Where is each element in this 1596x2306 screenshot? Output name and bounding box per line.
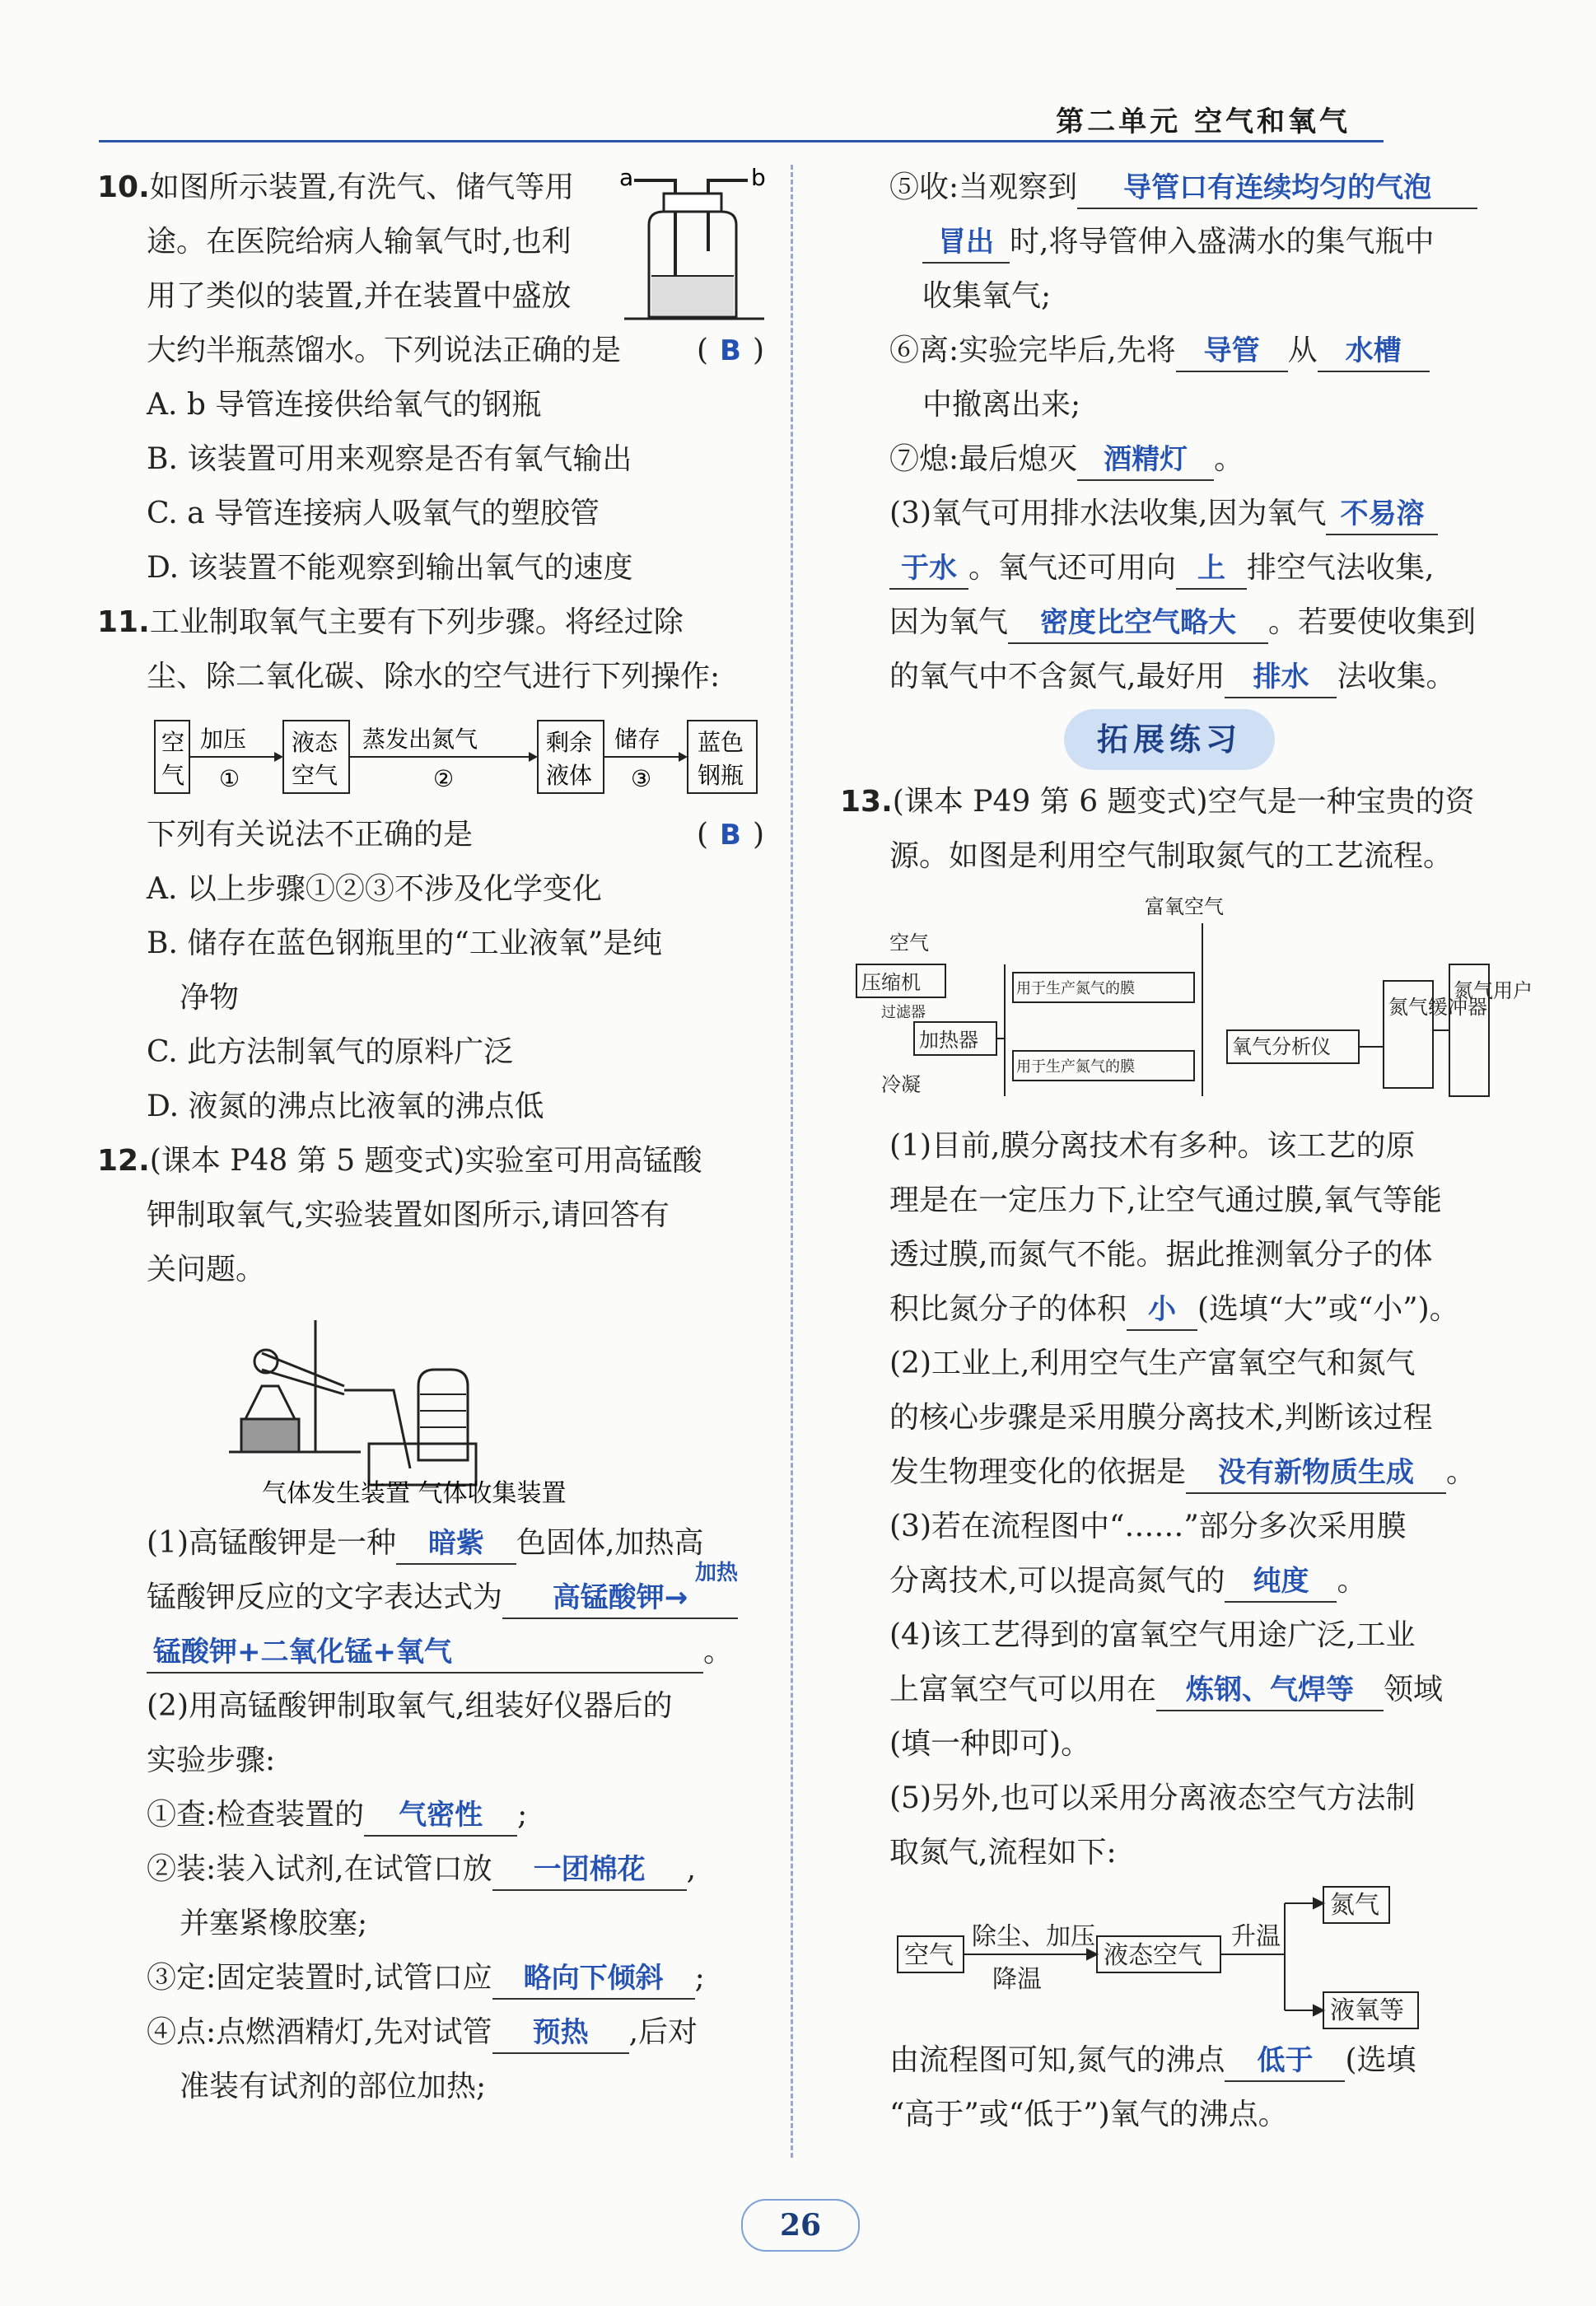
q11-line1: 工业制取氧气主要有下列步骤。将经过除 — [149, 605, 684, 639]
q11-line2: 尘、除二氧化碳、除水的空气进行下列操作: — [147, 660, 721, 693]
flow-remaining-2: 液体 — [546, 762, 593, 789]
step5-cont2: 收集氧气; — [922, 279, 1052, 313]
flow-step2: ② — [433, 765, 455, 792]
q10-option-b: B. 该装置可用来观察是否有氧气输出 — [147, 442, 632, 476]
fig-heater: 加热器 — [919, 1029, 978, 1052]
q13-p3b: 分离技术,可以提高氮气的 — [889, 1564, 1225, 1598]
q13-p4a: (4)该工艺得到的富氧空气用途广泛,工业 — [889, 1618, 1416, 1652]
column-divider — [791, 165, 793, 2158]
flow-liquid-air-1: 液态 — [292, 729, 338, 756]
q13-p5c: 由流程图可知,氮气的沸点 — [889, 2043, 1225, 2077]
q10-option-d: D. 该装置不能观察到输出氧气的速度 — [147, 551, 633, 585]
q11-answer: B — [720, 819, 741, 852]
answer-smaller: 小 — [1148, 1293, 1177, 1326]
header-rule — [99, 140, 1384, 142]
flow-remaining-1: 剩余 — [546, 729, 593, 756]
q10-option-c: C. a 导管连接病人吸氧气的塑胶管 — [147, 497, 600, 530]
section-banner — [840, 709, 1499, 770]
answer-emerge: 冒出 — [938, 226, 994, 259]
flow2-liquid-air: 液态空气 — [1104, 1941, 1202, 1970]
step4-text: ④点:点燃酒精灯,先对试管 — [147, 2015, 492, 2049]
answer-bubbles: 导管口有连续均匀的气泡 — [1123, 171, 1432, 204]
q13-process-figure — [840, 890, 1533, 1113]
answer-products: 锰酸钾+二氧化锰+氧气 — [153, 1636, 452, 1669]
flow2-dust-pressure: 除尘、加压 — [972, 1922, 1095, 1951]
q12-apparatus-figure — [97, 1304, 764, 1510]
q11-stem: 下列有关说法不正确的是 — [147, 818, 474, 852]
step3-text: ③定:固定装置时,试管口应 — [147, 1961, 492, 1995]
q13-number: 13. — [840, 785, 893, 819]
answer-tilt-down: 略向下倾斜 — [523, 1962, 664, 1995]
step2-text: ②装:装入试剂,在试管口放 — [147, 1852, 492, 1886]
flow-step3: ③ — [631, 765, 652, 792]
flow-air-2: 气 — [161, 762, 185, 789]
q12-p3c: 排空气法收集, — [1247, 551, 1435, 585]
step1-end: ; — [517, 1798, 528, 1832]
q12-p2a: (2)用高锰酸钾制取氧气,组装好仪器后的 — [147, 1689, 673, 1723]
page-number: 26 — [741, 2199, 860, 2252]
fig-n2-user: 氮气用户 — [1454, 979, 1533, 1002]
answer-steelmaking: 炼钢、气焊等 — [1186, 1673, 1355, 1706]
step6-text: ⑥离:实验完毕后,先将 — [889, 334, 1176, 367]
left-column — [97, 161, 764, 2114]
q10-line3: 用了类似的装置,并在装置中盛放 — [147, 279, 572, 313]
q11-option-b: B. 储存在蓝色钢瓶里的“工业液氧”是纯 — [147, 927, 663, 960]
step2-cont: 并塞紧橡胶塞; — [180, 1907, 368, 1940]
answer-cotton: 一团棉花 — [533, 1853, 646, 1886]
answer-preheat: 预热 — [532, 2016, 589, 2049]
q12-p3f: 的氧气中不含氮气,最好用 — [889, 660, 1225, 693]
q12-line2: 钾制取氧气,实验装置如图所示,请回答有 — [147, 1198, 670, 1232]
step6-cont: 中撤离出来; — [922, 388, 1081, 422]
q13-p2a: (2)工业上,利用空气生产富氧空气和氮气 — [889, 1347, 1416, 1380]
flow2-liquid-oxygen: 液氧等 — [1330, 1996, 1404, 2025]
q13-p5d: (选填 — [1345, 2043, 1416, 2077]
fig-compressor: 压缩机 — [861, 971, 921, 994]
flow-blue-cyl-2: 钢瓶 — [698, 762, 744, 789]
fig-analyzer: 氧气分析仪 — [1232, 1035, 1331, 1058]
q11-option-b-cont: 净物 — [180, 981, 240, 1015]
question-12: 12.(课本 P48 第 5 题变式)实验室可用高锰酸 钾制取氧气,实验装置如图所示,请回答有 关问题。 气体发生装置 气体收集装置 (1)高锰酸钾是一种 暗紫 色固体,加热高 锰酸钾反应的文字表达式为 高锰酸钾 加热 → 锰酸钾+二氧化锰+氧气 。 (2)用高锰酸钾制取氧气,组装好仪器后的 实验步骤: ①查:检查装置的 气密性 ; ②装:装入试剂,在试管口放 一团棉花 , 并塞紧橡胶塞; ③定:固定装置时,试管口应 略向下倾斜 ; ④点:点燃酒精灯,先对试管 预热 ,后对 准装有试剂的部位加热; — [97, 1134, 764, 2114]
q11-option-d: D. 液氮的沸点比液氧的沸点低 — [147, 1090, 544, 1123]
flow2-air: 空气 — [904, 1941, 954, 1970]
question-11 — [97, 595, 764, 1134]
question-13 — [840, 775, 1533, 2142]
q13-p3c: 。 — [1337, 1564, 1367, 1598]
q10-line1: 如图所示装置,有洗气、储气等用 — [149, 170, 575, 204]
q13-p2d: 。 — [1446, 1455, 1477, 1489]
q13-line2: 源。如图是利用空气制取氮气的工艺流程。 — [889, 839, 1454, 873]
q13-p5a: (5)另外,也可以采用分离液态空气方法制 — [889, 1781, 1416, 1815]
fig-membrane-2: 用于生产氮气的膜 — [1016, 1058, 1135, 1076]
step2-end: , — [686, 1852, 697, 1886]
q13-liquid-air-flow — [840, 1887, 1499, 2027]
step5-cont: 时,将导管伸入盛满水的集气瓶中 — [1010, 225, 1435, 259]
label-b: b — [751, 164, 766, 191]
flow-liquid-air-2: 空气 — [292, 762, 338, 789]
flow-step1: ① — [219, 765, 240, 792]
fig-condense: 冷凝 — [881, 1073, 921, 1096]
q11-flowchart — [97, 711, 764, 801]
q11-answer-bracket: ( B ) — [696, 818, 764, 852]
q10-number: 10. — [97, 170, 150, 204]
answer-water-trough: 水槽 — [1345, 334, 1402, 367]
page-header — [99, 74, 1482, 148]
q13-p1b: 理是在一定压力下,让空气通过膜,氧气等能 — [889, 1183, 1442, 1217]
q12-p1b: 色固体,加热高 — [516, 1526, 704, 1560]
nitrogen-process-svg — [840, 890, 1533, 1113]
answer-insoluble: 不易溶 — [1340, 497, 1425, 530]
q13-p1d: 积比氮分子的体积 — [889, 1292, 1127, 1326]
q12-p1c: 锰酸钾反应的文字表达式为 — [147, 1580, 503, 1614]
flow-store: 储存 — [614, 726, 661, 753]
answer-tube: 导管 — [1203, 334, 1260, 367]
step1-text: ①查:检查装置的 — [147, 1798, 365, 1832]
fig-membrane-1: 用于生产氮气的膜 — [1016, 980, 1135, 997]
q12-line3: 关问题。 — [147, 1253, 266, 1286]
step4-cont: 准装有试剂的部位加热; — [180, 2070, 487, 2103]
step7-end: 。 — [1214, 442, 1244, 476]
answer-purity: 纯度 — [1253, 1565, 1309, 1598]
q10-line4: 大约半瓶蒸馏水。下列说法正确的是 — [147, 334, 622, 367]
flow2-warm: 升温 — [1231, 1922, 1281, 1951]
q11-option-c: C. 此方法制氧气的原料广泛 — [147, 1035, 514, 1069]
step7-text: ⑦熄:最后熄灭 — [889, 442, 1078, 476]
q12-p3d: 因为氧气 — [889, 605, 1009, 639]
flow2-cool: 降温 — [992, 1965, 1042, 1994]
answer-water-displacement: 排水 — [1253, 661, 1309, 693]
q10-answer: B — [720, 334, 741, 367]
question-10 — [97, 161, 764, 595]
step3-end: ; — [694, 1961, 705, 1995]
q10-answer-bracket: ( B ) — [696, 334, 764, 367]
q10-line2: 途。在医院给病人输氧气时,也利 — [147, 225, 572, 259]
q13-p4b: 上富氧空气可以用在 — [889, 1673, 1157, 1706]
flow2-nitrogen: 氮气 — [1330, 1891, 1379, 1920]
answer-airtightness: 气密性 — [399, 1799, 483, 1832]
apparatus-caption: 气体发生装置 气体收集装置 — [262, 1479, 567, 1508]
q12-p2b: 实验步骤: — [147, 1744, 276, 1777]
fig-rich-o2: 富氧空气 — [1145, 895, 1224, 918]
q13-p3a: (3)若在流程图中“……”部分多次采用膜 — [889, 1510, 1407, 1543]
q12-p1-end: 。 — [703, 1635, 734, 1669]
q12-p3a: (3)氧气可用排水法收集,因为氧气 — [889, 497, 1327, 530]
answer-density: 密度比空气略大 — [1040, 606, 1237, 639]
right-column — [840, 161, 1533, 2142]
q11-number: 11. — [97, 605, 150, 639]
q11-option-a: A. 以上步骤①②③不涉及化学变化 — [147, 872, 602, 906]
answer-no-new-substance: 没有新物质生成 — [1218, 1456, 1415, 1489]
q11-flowchart-svg — [97, 711, 764, 801]
answer-upward: 上 — [1197, 552, 1226, 585]
fig-filter: 过滤器 — [881, 1004, 926, 1021]
flow-pressurize: 加压 — [200, 726, 247, 753]
answer-alcohol-lamp: 酒精灯 — [1104, 443, 1188, 476]
q13-p5e: “高于”或“低于”)氧气的沸点。 — [889, 2098, 1288, 2131]
flow-evaporate-n2: 蒸发出氮气 — [362, 726, 478, 753]
q12-line1: (课本 P48 第 5 题变式)实验室可用高锰酸 — [149, 1144, 702, 1178]
fig-air: 空气 — [889, 931, 929, 955]
q13-p1c: 透过膜,而氮气不能。据此推测氧分子的体 — [889, 1238, 1433, 1272]
answer-heat-condition: 加热 — [695, 1561, 739, 1585]
flow-blue-cyl-1: 蓝色 — [698, 729, 744, 756]
wash-bottle-figure — [616, 161, 772, 325]
answer-dark-purple: 暗紫 — [428, 1527, 484, 1560]
section-title: 拓展练习 — [1064, 709, 1275, 770]
flow-air-1: 空 — [161, 729, 185, 756]
step4-end: ,后对 — [628, 2015, 698, 2049]
answer-in-water: 于水 — [901, 552, 957, 585]
q13-p4d: (填一种即可)。 — [889, 1727, 1091, 1761]
q12-p1a: (1)高锰酸钾是一种 — [147, 1526, 396, 1560]
unit-title: 第二单元 空气和氧气 — [1056, 105, 1351, 138]
q12-p3g: 法收集。 — [1337, 660, 1456, 693]
q13-p4c: 领域 — [1384, 1673, 1444, 1706]
q13-line1: (课本 P49 第 6 题变式)空气是一种宝贵的资 — [892, 785, 1475, 819]
q13-p1e: (选填“大”或“小”)。 — [1197, 1292, 1459, 1326]
q13-p5b: 取氮气,流程如下: — [889, 1836, 1117, 1870]
q12-p3b: 。氧气还可用向 — [968, 551, 1177, 585]
answer-lower: 低于 — [1257, 2044, 1314, 2077]
q13-p1a: (1)目前,膜分离技术有多种。该工艺的原 — [889, 1129, 1416, 1163]
q13-p2b: 的核心步骤是采用膜分离技术,判断该过程 — [889, 1401, 1433, 1435]
liquid-air-flow-svg — [840, 1887, 1499, 2027]
q12-p3e: 。若要使收集到 — [1268, 605, 1477, 639]
apparatus-svg — [97, 1304, 764, 1510]
step6-from: 从 — [1287, 334, 1318, 367]
q13-p2c: 发生物理变化的依据是 — [889, 1455, 1187, 1489]
step5-text: ⑤收:当观察到 — [889, 170, 1078, 204]
q10-option-a: A. b 导管连接供给氧气的钢瓶 — [147, 388, 542, 422]
answer-kmno4: 高锰酸钾 — [552, 1581, 665, 1614]
label-a: a — [619, 164, 634, 191]
q12-number: 12. — [97, 1144, 150, 1178]
fig-buffer: 氮气缓冲器 — [1388, 996, 1487, 1019]
